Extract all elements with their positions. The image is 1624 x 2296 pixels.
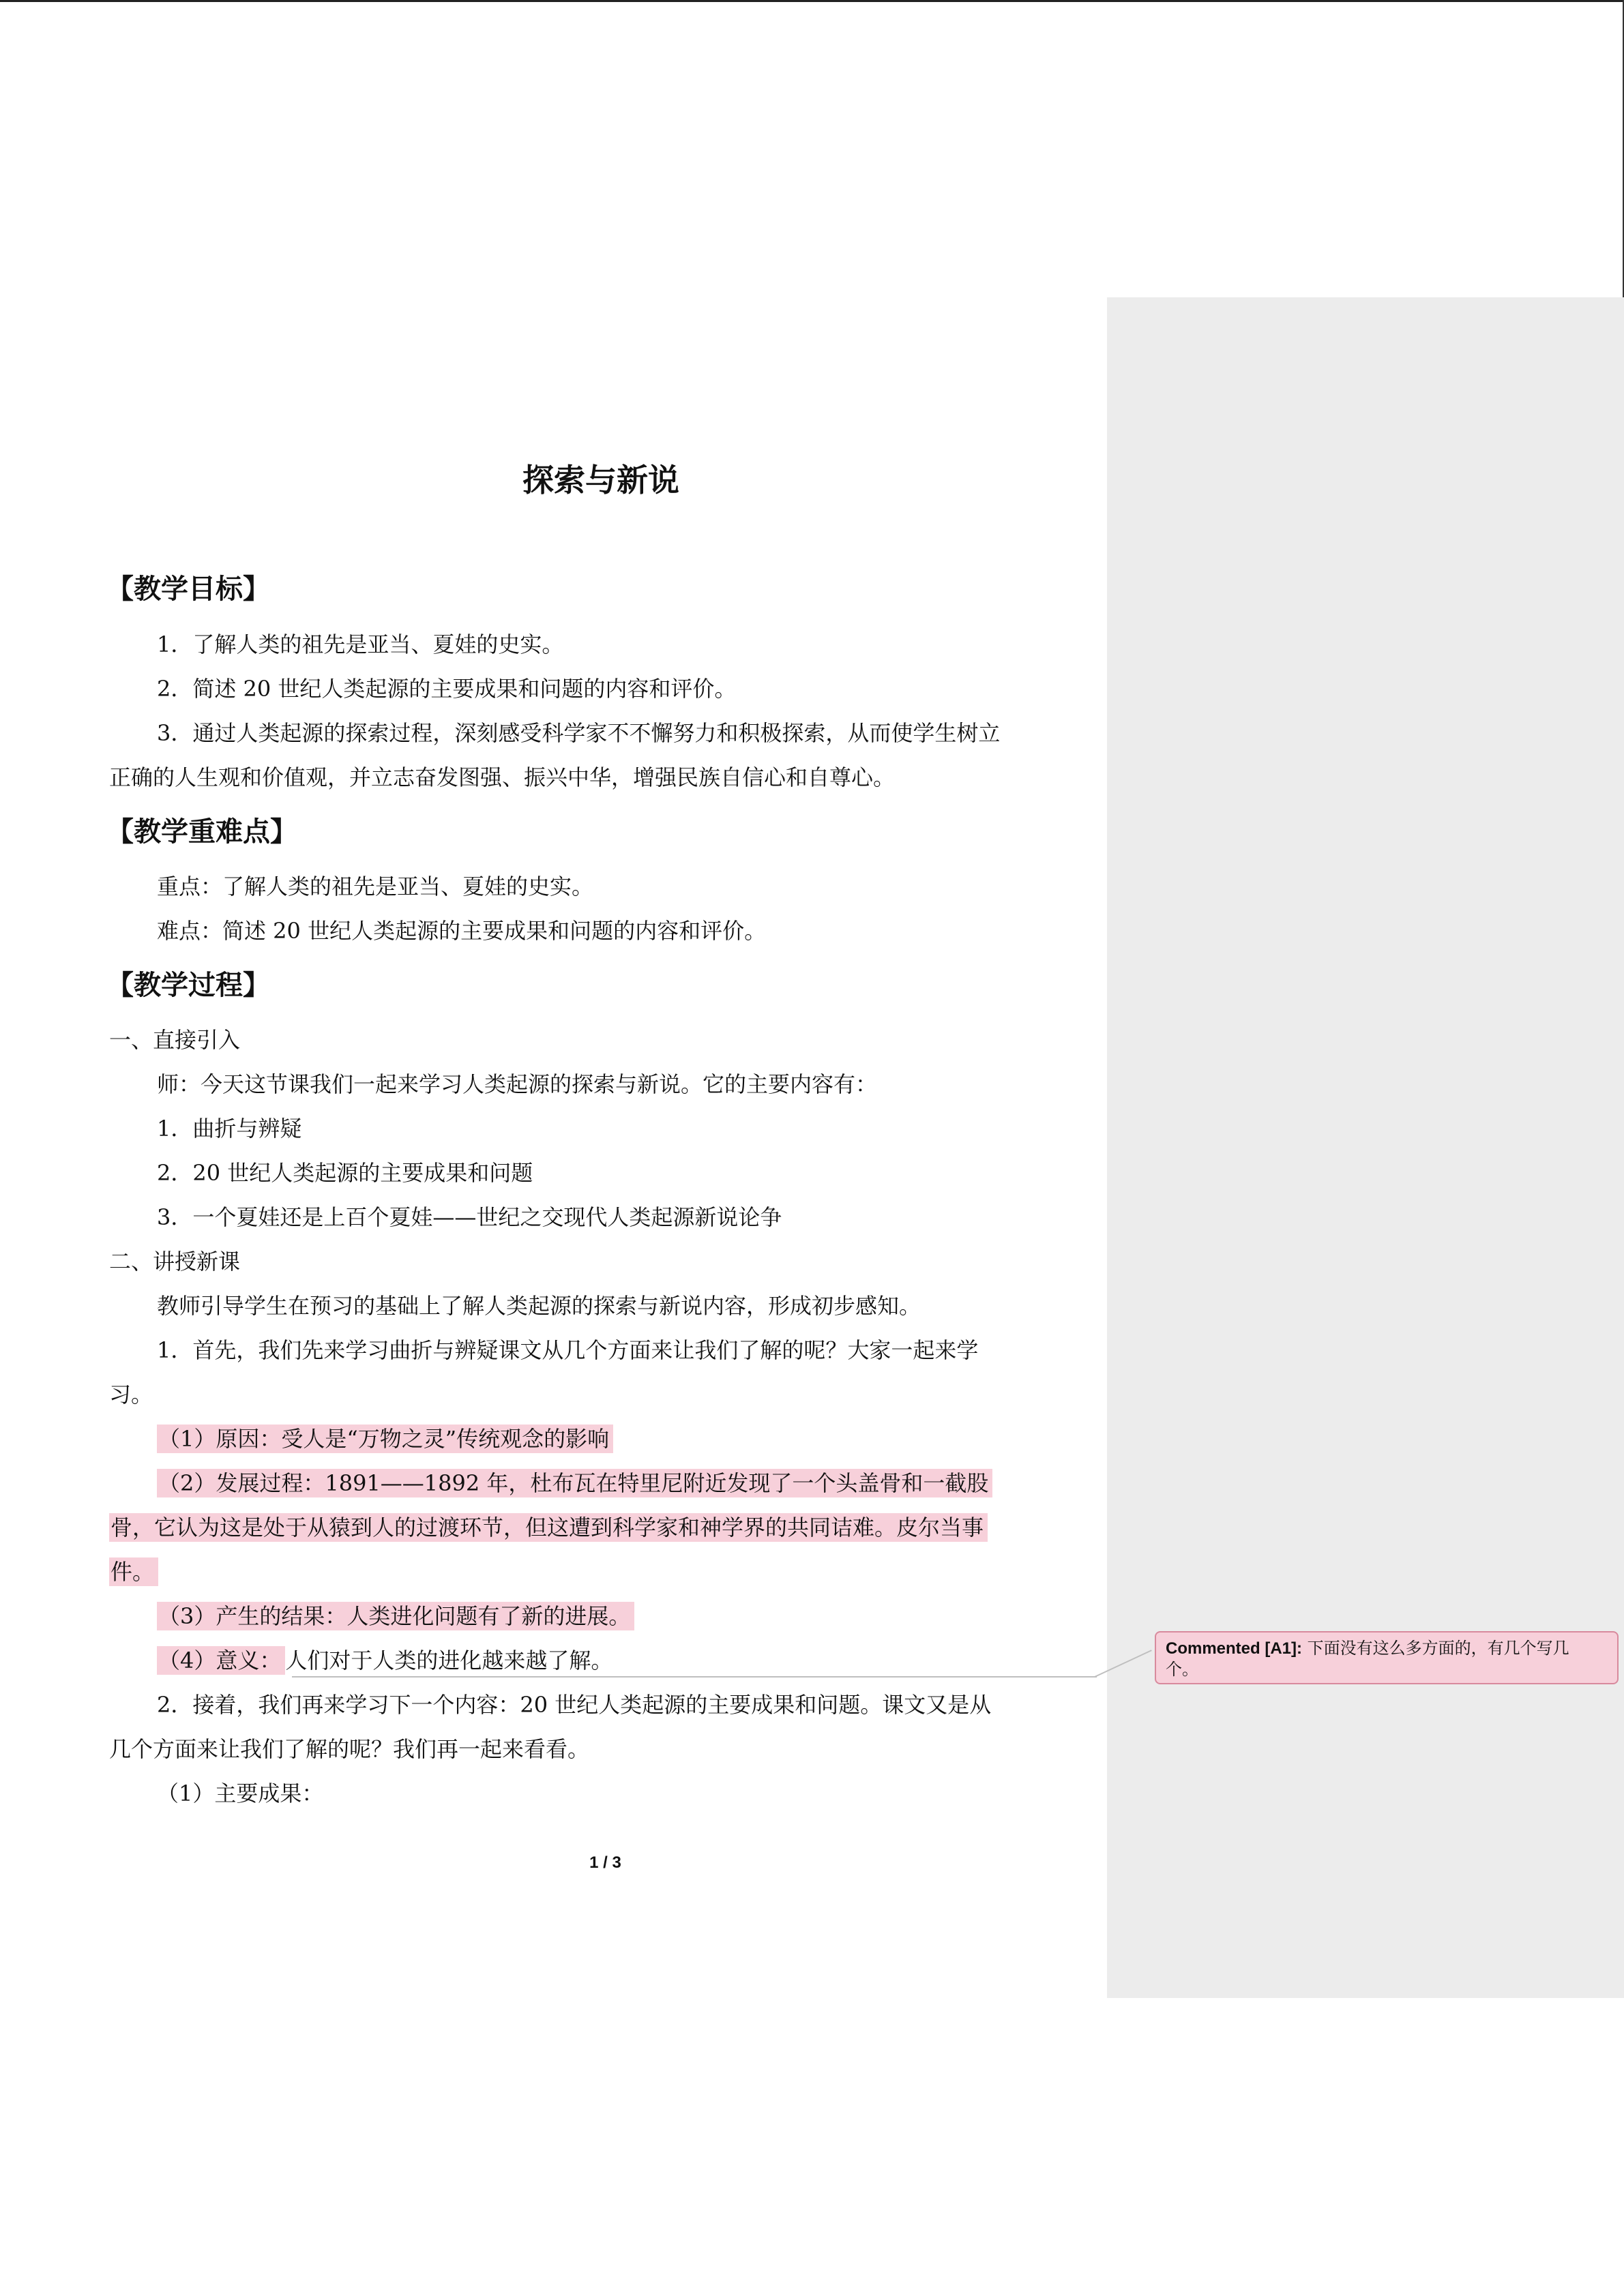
highlight-span: （3）产生的结果：人类进化问题有了新的进展。 bbox=[157, 1602, 634, 1630]
highlight-span: （1）原因：受人是“万物之灵”传统观念的影响 bbox=[157, 1425, 613, 1453]
item-significance bbox=[157, 1647, 612, 1674]
highlighted-item-process bbox=[157, 1470, 992, 1497]
question2-item1: （1）主要成果： bbox=[157, 1780, 324, 1806]
highlight-span: 骨，它认为这是处于从猿到人的过渡环节，但这遭到科学家和神学界的共同诘难。皮尔当事 bbox=[109, 1513, 988, 1542]
goal-3-continued: 正确的人生观和价值观，并立志奋发图强、振兴中华，增强民族自信心和自尊心。 bbox=[109, 764, 896, 790]
page-top-border bbox=[0, 0, 1624, 2]
comment-connector-line bbox=[292, 1676, 1097, 1678]
comment-text: 下面没有这么多方面的，有几个写几 bbox=[1307, 1639, 1569, 1658]
section-heading-goals: 【教学目标】 bbox=[106, 573, 270, 605]
step1-line: 3．一个夏娃还是上百个夏娃——世纪之交现代人类起源新说论争 bbox=[157, 1204, 782, 1230]
question1-line2: 习。 bbox=[109, 1382, 153, 1407]
highlighted-item-result bbox=[157, 1602, 634, 1630]
question1-line1: 1．首先，我们先来学习曲折与辨疑课文从几个方面来让我们了解的呢？大家一起来学 bbox=[157, 1337, 979, 1363]
keypoint-difficulty: 难点：简述 20 世纪人类起源的主要成果和问题的内容和评价。 bbox=[157, 918, 767, 944]
step1-line: 1．曲折与辨疑 bbox=[157, 1116, 302, 1142]
highlighted-item-process-cont bbox=[109, 1514, 988, 1541]
question2-line2: 几个方面来让我们了解的呢？我们再一起来看看。 bbox=[109, 1736, 590, 1762]
step1-heading: 一、直接引入 bbox=[109, 1027, 241, 1053]
page-number: 1 / 3 bbox=[589, 1853, 621, 1872]
highlighted-item-cause bbox=[157, 1425, 613, 1452]
highlight-span: （2）发展过程：1891——1892 年，杜布瓦在特里尼附近发现了一个头盖骨和一截股 bbox=[157, 1469, 992, 1497]
comment-margin-pane bbox=[1107, 297, 1624, 1998]
highlight-span: 件。 bbox=[109, 1557, 158, 1586]
keypoint-focus: 重点：了解人类的祖先是亚当、夏娃的史实。 bbox=[157, 874, 594, 899]
item-significance-text: 人们对于人类的进化越来越了解。 bbox=[285, 1648, 613, 1673]
goal-3: 3．通过人类起源的探索过程，深刻感受科学家不不懈努力和积极探索，从而使学生树立 bbox=[157, 720, 1001, 746]
section-heading-keypoints: 【教学重难点】 bbox=[106, 816, 297, 848]
comment-text-cont: 个。 bbox=[1166, 1660, 1198, 1679]
section-heading-process: 【教学过程】 bbox=[106, 969, 270, 1001]
highlighted-item-process-end bbox=[109, 1558, 158, 1585]
step2-intro: 教师引导学生在预习的基础上了解人类起源的探索与新说内容，形成初步感知。 bbox=[157, 1293, 921, 1319]
document-title: 探索与新说 bbox=[522, 462, 679, 498]
step1-line: 2．20 世纪人类起源的主要成果和问题 bbox=[157, 1160, 533, 1186]
step1-line: 师：今天这节课我们一起来学习人类起源的探索与新说。它的主要内容有： bbox=[157, 1071, 878, 1097]
commented-anchor[interactable]: （4）意义： bbox=[157, 1646, 285, 1675]
comment-label: Commented [A1]: bbox=[1166, 1639, 1303, 1658]
comment-balloon[interactable] bbox=[1155, 1631, 1619, 1684]
goal-2: 2．简述 20 世纪人类起源的主要成果和问题的内容和评价。 bbox=[157, 676, 737, 702]
question2-line1: 2．接着，我们再来学习下一个内容：20 世纪人类起源的主要成果和问题。课文又是从 bbox=[157, 1692, 992, 1718]
goal-1: 1．了解人类的祖先是亚当、夏娃的史实。 bbox=[157, 631, 564, 657]
step2-heading: 二、讲授新课 bbox=[109, 1249, 241, 1274]
